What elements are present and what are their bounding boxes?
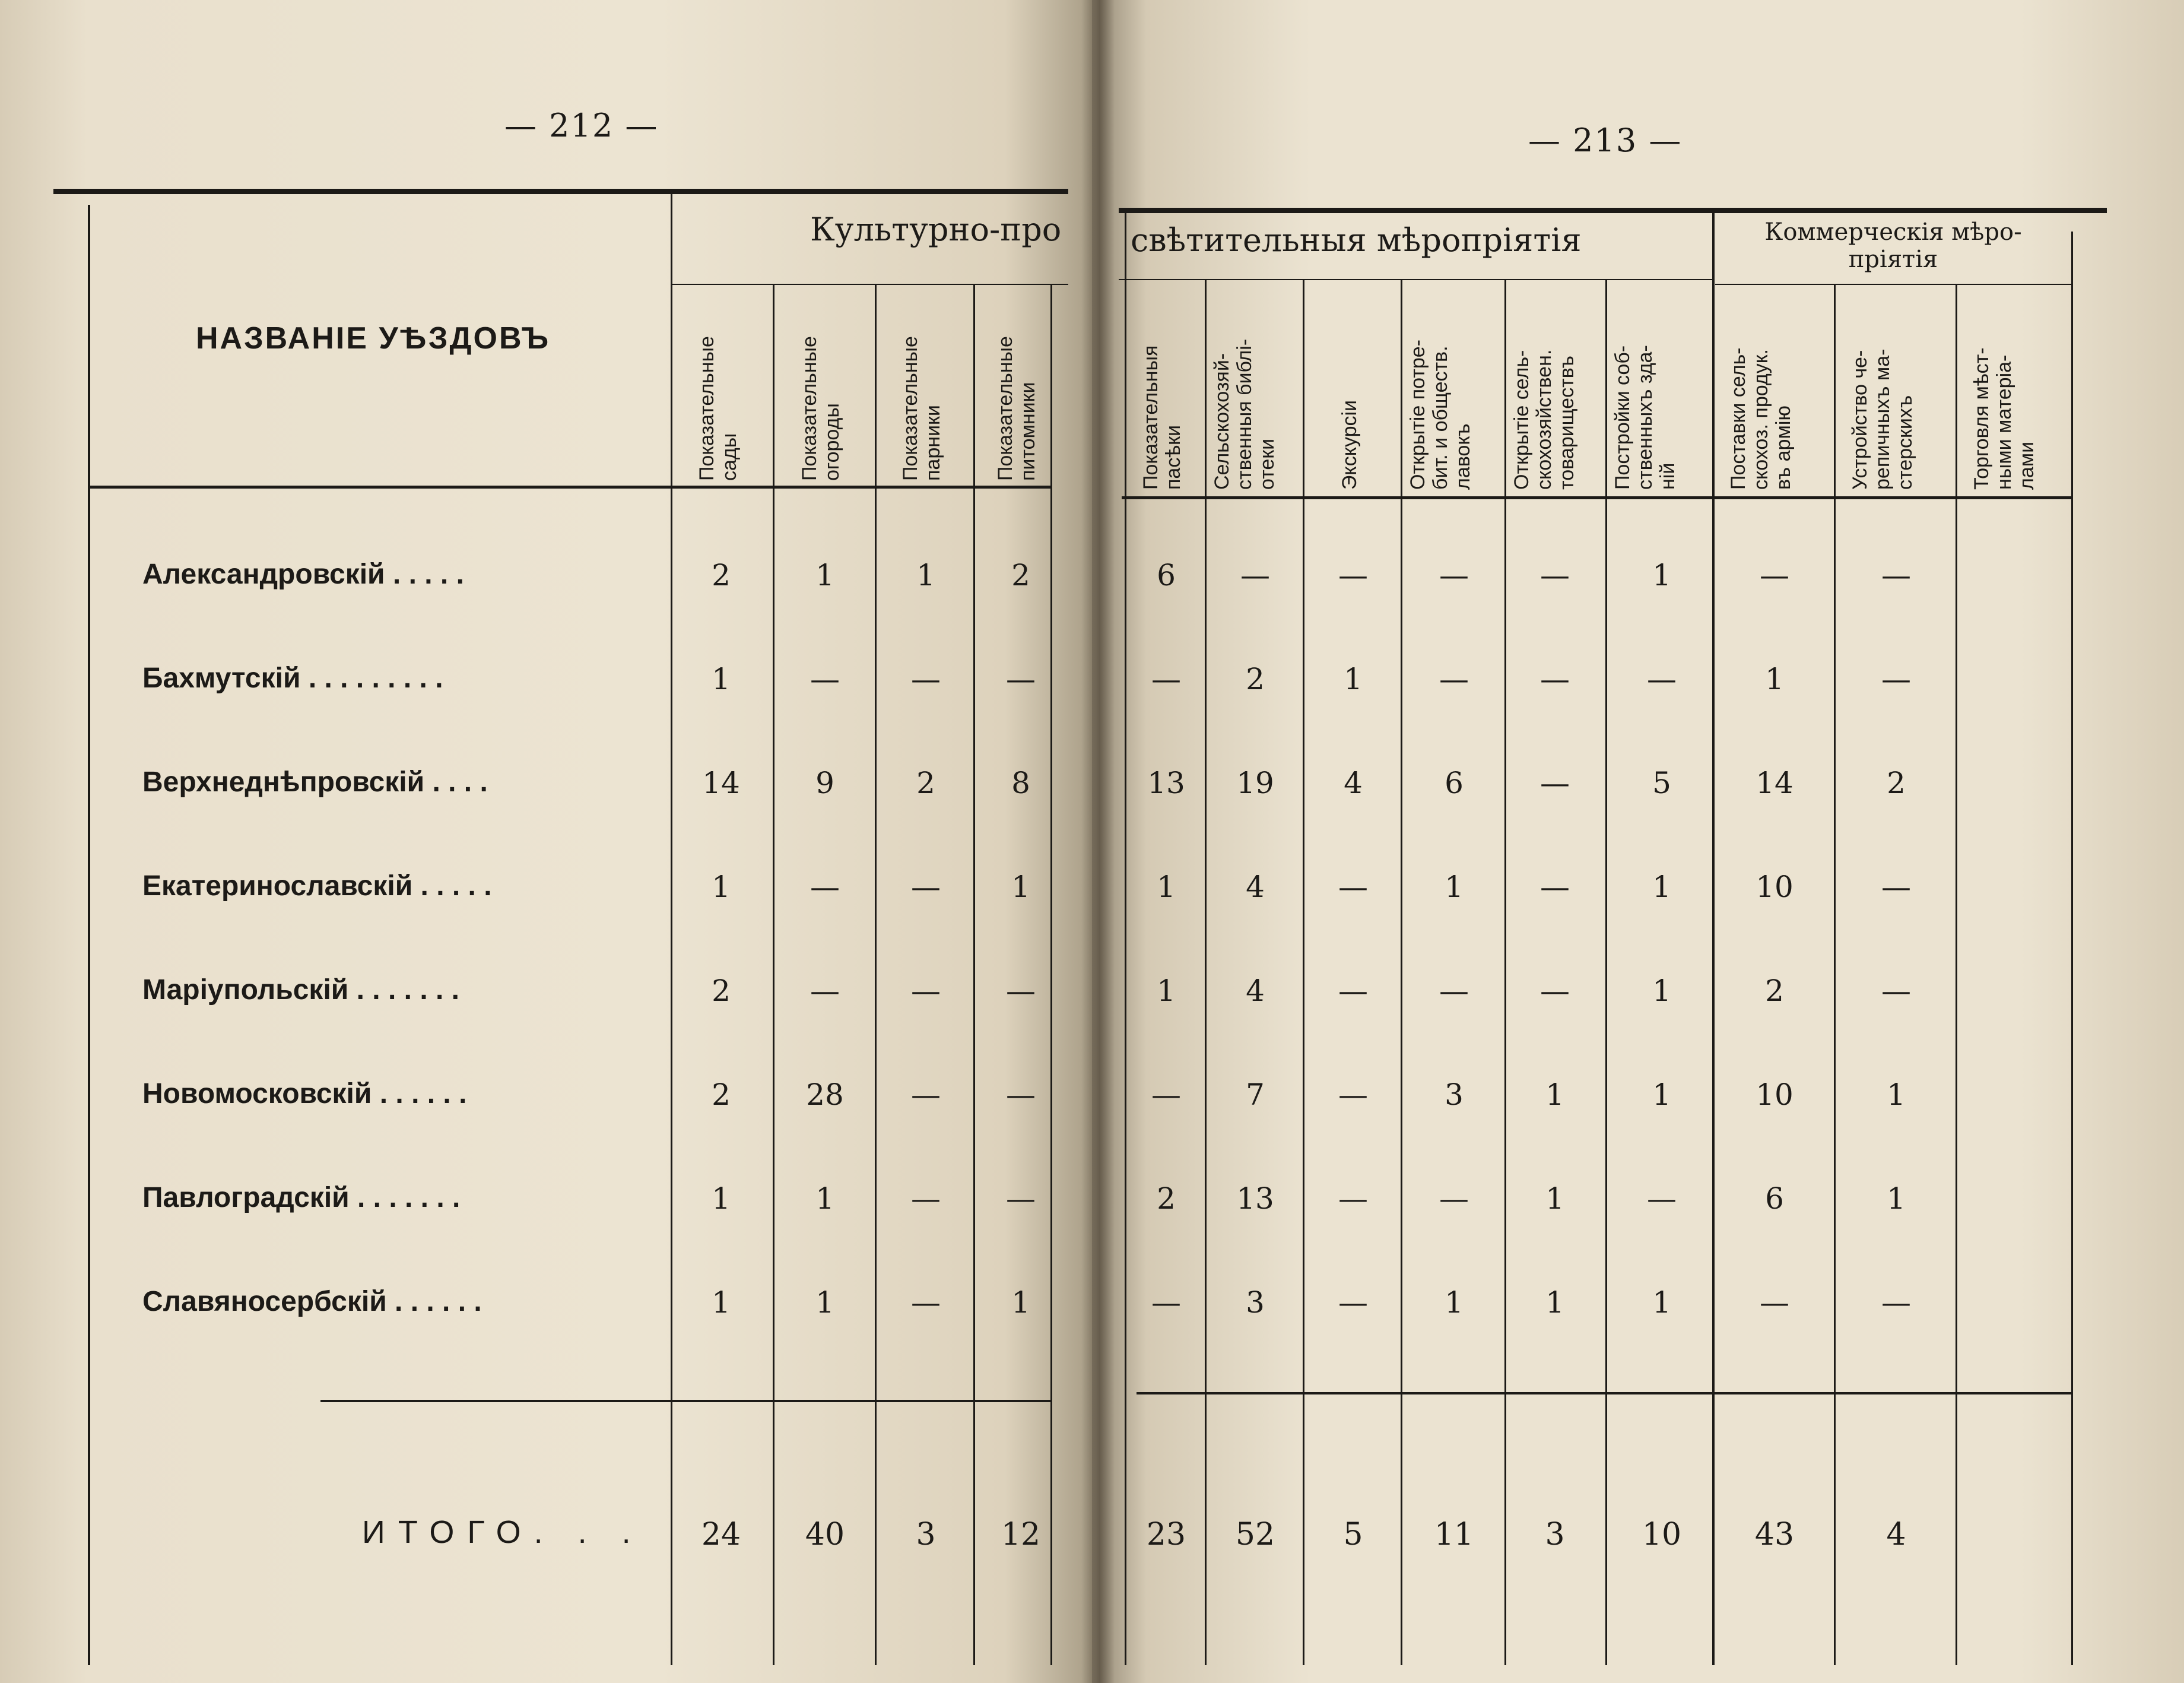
table-cell: — bbox=[1338, 1077, 1368, 1112]
table-cell: — bbox=[1338, 558, 1368, 592]
table-cell: — bbox=[1151, 662, 1181, 696]
district-name: Александровскій . . . . . bbox=[142, 559, 464, 590]
table-cell: 2 bbox=[712, 1077, 731, 1112]
table-cell: 2 bbox=[1011, 558, 1030, 592]
total-rule-right bbox=[1137, 1392, 2071, 1394]
district-name: Новомосковскій . . . . . . bbox=[142, 1078, 467, 1110]
table-cell: — bbox=[911, 974, 941, 1008]
table-cell: 1 bbox=[1887, 1181, 1906, 1216]
table-cell: 1 bbox=[1011, 870, 1030, 904]
table-cell: 4 bbox=[1246, 974, 1265, 1008]
table-cell: — bbox=[1338, 1181, 1368, 1216]
table-cell: — bbox=[1240, 558, 1270, 592]
table-row bbox=[0, 870, 2184, 923]
table-cell: — bbox=[1881, 1285, 1911, 1320]
table-cell: 1 bbox=[712, 870, 731, 904]
total-label: ИТОГО. . . bbox=[362, 1514, 644, 1550]
table-cell: — bbox=[1540, 558, 1570, 592]
table-right-border bbox=[2071, 232, 2073, 1665]
table-cell: 9 bbox=[815, 766, 834, 800]
table-cell: — bbox=[911, 662, 941, 696]
colhead-biblioteki: Сельскохозяй- ственныя библі- отеки bbox=[1211, 338, 1279, 490]
table-cell: — bbox=[1881, 974, 1911, 1008]
table-cell: 1 bbox=[1887, 1077, 1906, 1112]
page-number-left: — 212 — bbox=[504, 107, 659, 144]
total-cell: 4 bbox=[1886, 1517, 1906, 1552]
table-cell: — bbox=[1338, 974, 1368, 1008]
colhead-ogorody: Показательные огороды bbox=[798, 336, 844, 481]
table-cell: — bbox=[1338, 1285, 1368, 1320]
table-cell: 4 bbox=[1344, 766, 1363, 800]
table-cell: 1 bbox=[1652, 870, 1671, 904]
table-cell: — bbox=[1151, 1285, 1181, 1320]
table-cell: 1 bbox=[1157, 974, 1176, 1008]
table-cell: 1 bbox=[1652, 1285, 1671, 1320]
table-cell: 4 bbox=[1246, 870, 1265, 904]
table-cell: 1 bbox=[712, 662, 731, 696]
table-cell: — bbox=[911, 1181, 941, 1216]
district-name: Павлоградскій . . . . . . . bbox=[142, 1182, 461, 1213]
table-cell: 6 bbox=[1445, 766, 1464, 800]
table-row bbox=[0, 1077, 2184, 1131]
col-divider bbox=[1712, 211, 1715, 1665]
total-cell: 23 bbox=[1146, 1517, 1186, 1552]
colhead-paseki: Показательныя пасѣки bbox=[1139, 345, 1185, 490]
district-name: Бахмутскій . . . . . . . . . bbox=[142, 663, 443, 694]
table-cell: — bbox=[1540, 974, 1570, 1008]
table-cell: 1 bbox=[1011, 1285, 1030, 1320]
table-row bbox=[0, 1181, 2184, 1235]
table-cell: 5 bbox=[1652, 766, 1671, 800]
table-cell: 14 bbox=[1756, 766, 1793, 800]
table-cell: — bbox=[911, 870, 941, 904]
district-name: Верхнеднѣпровскій . . . . bbox=[142, 766, 488, 798]
table-cell: 1 bbox=[1157, 870, 1176, 904]
colhead-pitomniki: Показательные питомники bbox=[994, 336, 1040, 481]
table-cell: 2 bbox=[1765, 974, 1784, 1008]
table-cell: 14 bbox=[702, 766, 740, 800]
table-cell: — bbox=[810, 662, 840, 696]
colhead-parniki: Показательные парники bbox=[899, 336, 945, 481]
table-cell: 2 bbox=[712, 558, 731, 592]
colhead-postroiki: Постройки соб- ственныхъ зда- ній bbox=[1611, 345, 1680, 490]
table-cell: — bbox=[1338, 870, 1368, 904]
table-cell: — bbox=[1006, 1181, 1036, 1216]
col-divider bbox=[1504, 279, 1506, 1665]
table-cell: 1 bbox=[1545, 1285, 1564, 1320]
total-cell: 11 bbox=[1434, 1517, 1474, 1552]
header-rule-right bbox=[1122, 496, 2071, 499]
table-cell: — bbox=[911, 1077, 941, 1112]
colhead-cherepichnye-masterskie: Устройство че- репичныхъ ма- стерскихъ bbox=[1849, 348, 1917, 490]
table-cell: 13 bbox=[1147, 766, 1185, 800]
table-cell: — bbox=[1006, 662, 1036, 696]
col-divider bbox=[1303, 279, 1304, 1665]
table-cell: 19 bbox=[1236, 766, 1274, 800]
table-cell: — bbox=[1881, 662, 1911, 696]
table-cell: — bbox=[1439, 1181, 1469, 1216]
colhead-ekskursii: Экскурсіи bbox=[1338, 400, 1361, 490]
table-row bbox=[0, 558, 2184, 611]
table-cell: — bbox=[1439, 974, 1469, 1008]
group-header-cultural-part2: свѣтительныя мѣропріятія bbox=[1131, 221, 1582, 259]
col-divider bbox=[1605, 279, 1607, 1665]
total-cell: 52 bbox=[1235, 1517, 1275, 1552]
total-cell: 12 bbox=[1001, 1517, 1041, 1552]
table-cell: 1 bbox=[1652, 974, 1671, 1008]
table-cell: 1 bbox=[1445, 1285, 1464, 1320]
table-cell: — bbox=[1540, 870, 1570, 904]
table-cell: 1 bbox=[1545, 1181, 1564, 1216]
colhead-lavki: Открытіе потре- бит. и обществ. лавокъ bbox=[1407, 339, 1475, 490]
table-cell: 3 bbox=[1445, 1077, 1464, 1112]
table-cell: — bbox=[1760, 1285, 1789, 1320]
total-cell: 3 bbox=[916, 1517, 936, 1552]
table-cell: 3 bbox=[1246, 1285, 1265, 1320]
table-cell: 2 bbox=[1157, 1181, 1176, 1216]
page-number-right: — 213 — bbox=[1528, 122, 1683, 159]
col-divider bbox=[1125, 208, 1126, 1665]
table-row bbox=[0, 662, 2184, 715]
total-row bbox=[0, 1517, 2184, 1570]
district-column-header: НАЗВАНІЕ УѢЗДОВЪ bbox=[196, 321, 551, 356]
table-cell: 1 bbox=[712, 1285, 731, 1320]
table-cell: 2 bbox=[712, 974, 731, 1008]
table-cell: — bbox=[1006, 974, 1036, 1008]
total-cell: 5 bbox=[1343, 1517, 1363, 1552]
table-cell: 1 bbox=[916, 558, 935, 592]
table-cell: 1 bbox=[1445, 870, 1464, 904]
table-cell: — bbox=[810, 870, 840, 904]
district-name: Маріупольскій . . . . . . . bbox=[142, 974, 459, 1006]
table-cell: 1 bbox=[815, 1181, 834, 1216]
table-cell: 1 bbox=[1545, 1077, 1564, 1112]
colhead-tovarishchestva: Открытіе сель- скохозяйствен. товариществъ bbox=[1510, 349, 1579, 490]
table-row bbox=[0, 974, 2184, 1027]
table-cell: — bbox=[1540, 662, 1570, 696]
top-rule-right bbox=[1119, 208, 2107, 213]
table-cell: — bbox=[1647, 662, 1677, 696]
group-header-cultural-part1: Культурно-про bbox=[810, 211, 1062, 248]
header-rule-left bbox=[89, 486, 1050, 489]
table-cell: 2 bbox=[1246, 662, 1265, 696]
table-cell: — bbox=[1151, 1077, 1181, 1112]
district-name: Славяносербскій . . . . . . bbox=[142, 1286, 482, 1317]
table-cell: — bbox=[810, 974, 840, 1008]
table-cell: 1 bbox=[1652, 1077, 1671, 1112]
table-cell: — bbox=[1881, 870, 1911, 904]
table-left-border bbox=[88, 205, 90, 1665]
table-cell: — bbox=[1006, 1077, 1036, 1112]
table-cell: 1 bbox=[1344, 662, 1363, 696]
col-divider bbox=[1401, 279, 1402, 1665]
table-cell: 10 bbox=[1756, 1077, 1793, 1112]
table-cell: 1 bbox=[815, 558, 834, 592]
total-rule-left bbox=[320, 1400, 1050, 1402]
table-cell: — bbox=[1439, 558, 1469, 592]
total-cell: 3 bbox=[1545, 1517, 1565, 1552]
table-cell: — bbox=[1760, 558, 1789, 592]
table-cell: 2 bbox=[916, 766, 935, 800]
table-row bbox=[0, 1285, 2184, 1339]
colhead-postavki-v-armiyu: Поставки сель- скохоз. продук. въ армію bbox=[1727, 347, 1795, 490]
col-divider bbox=[1205, 279, 1207, 1665]
total-cell: 40 bbox=[805, 1517, 845, 1552]
table-cell: 28 bbox=[806, 1077, 844, 1112]
table-cell: 1 bbox=[1652, 558, 1671, 592]
table-cell: 13 bbox=[1236, 1181, 1274, 1216]
table-cell: 1 bbox=[712, 1181, 731, 1216]
total-cell: 24 bbox=[701, 1517, 741, 1552]
colhead-torgovlya: Торговля мѣст- ными матеріа- лами bbox=[1970, 347, 2039, 490]
table-cell: — bbox=[1881, 558, 1911, 592]
colhead-sady: Показательные сады bbox=[696, 336, 741, 481]
col-divider bbox=[671, 193, 672, 1665]
table-cell: 8 bbox=[1011, 766, 1030, 800]
table-cell: 6 bbox=[1157, 558, 1176, 592]
book-gutter bbox=[1081, 0, 1115, 1683]
total-cell: 43 bbox=[1754, 1517, 1795, 1552]
table-cell: — bbox=[1647, 1181, 1677, 1216]
table-cell: — bbox=[1439, 662, 1469, 696]
total-cell: 10 bbox=[1642, 1517, 1682, 1552]
table-cell: 1 bbox=[1765, 662, 1784, 696]
table-cell: — bbox=[1540, 766, 1570, 800]
group-header-commercial: Коммерческія мѣро- пріятія bbox=[1764, 218, 2022, 273]
table-cell: — bbox=[911, 1285, 941, 1320]
table-cell: 2 bbox=[1887, 766, 1906, 800]
table-cell: 6 bbox=[1765, 1181, 1784, 1216]
district-name: Екатеринославскій . . . . . bbox=[142, 870, 492, 902]
top-rule-left bbox=[53, 189, 1068, 194]
table-row bbox=[0, 766, 2184, 819]
table-cell: 7 bbox=[1246, 1077, 1265, 1112]
table-cell: 1 bbox=[815, 1285, 834, 1320]
table-cell: 10 bbox=[1756, 870, 1793, 904]
